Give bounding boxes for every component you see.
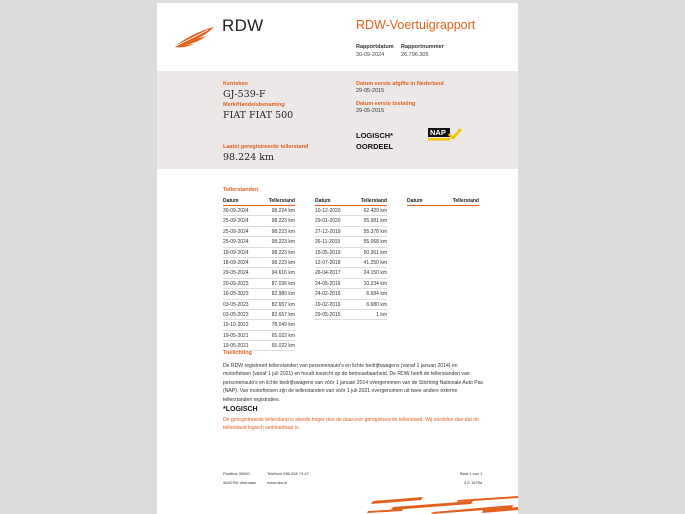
footer-telefoon: Telefoon 088 008 74 47: [267, 471, 309, 476]
row-date: 10-12-2020: [315, 208, 341, 214]
kenteken-value: GJ-539-F: [223, 89, 266, 100]
table-row: [223, 331, 295, 341]
table-row: [223, 258, 295, 268]
row-value: 6.680 km: [366, 301, 387, 308]
merk-value: FIAT FIAT 500: [223, 110, 294, 121]
rapportnummer-value: 26.796.305: [401, 52, 429, 58]
row-value: 98.223 km: [271, 218, 295, 225]
row-value: 82.980 km: [271, 291, 295, 298]
table-row: [223, 320, 295, 330]
row-value: 1 km: [376, 311, 387, 318]
tellerstanden-table-col2: [315, 198, 387, 320]
table-row: [315, 206, 387, 216]
report-page: [157, 3, 518, 514]
row-value: 62.429 km: [363, 208, 387, 214]
row-date: 19-05-2021: [223, 343, 249, 350]
row-date: 25-09-2024: [223, 239, 249, 246]
row-value: 98.223 km: [271, 249, 295, 256]
row-value: 87.036 km: [271, 280, 295, 287]
row-date: 30-09-2024: [223, 208, 249, 214]
table-row: [315, 300, 387, 310]
kenteken-label: Kenteken: [223, 81, 248, 87]
row-value: 98.223 km: [271, 259, 295, 266]
row-value: 78.049 km: [271, 322, 295, 329]
table-row: [223, 237, 295, 247]
footer-website: www.rdw.nl: [267, 480, 288, 485]
footer-postbus: Postbus 30000: [223, 471, 250, 476]
table-header: [315, 198, 387, 206]
row-value: 82.657 km: [271, 311, 295, 318]
row-value: 98.223 km: [271, 239, 295, 246]
tellerstanden-title: Tellerstanden: [223, 187, 259, 193]
row-date: 03-05-2023: [223, 311, 249, 318]
row-date: 03-05-2023: [223, 301, 249, 308]
row-date: 19-09-2024: [223, 249, 249, 256]
decorative-stripes-icon: [363, 496, 518, 514]
footer-code: 3 E 1675a: [464, 480, 483, 485]
table-row: [315, 310, 387, 320]
row-value: 50.361 km: [363, 249, 387, 256]
vehicle-info-band: [157, 71, 518, 169]
nap-checkmark-logo-icon: [428, 128, 462, 141]
row-date: 18-09-2024: [223, 259, 249, 266]
table-header: [223, 198, 295, 206]
row-date: 29-05-2015: [315, 311, 341, 318]
col-stand-header: Tellerstand: [360, 198, 387, 204]
table-row: [223, 289, 295, 299]
table-row: [223, 268, 295, 278]
table-row: [315, 279, 387, 289]
row-value: 55.981 km: [363, 218, 387, 225]
table-row: [223, 310, 295, 320]
tellerstanden-table-col3: [407, 198, 479, 206]
rapportdatum-label: Rapportdatum: [356, 44, 394, 50]
toelating-value: 29-05-2015: [356, 108, 385, 114]
logisch-text: De geregistreerde tellerstand is steeds hoger dan de daarvoor geregistreerde tellerstand. Wij oordelen dan dat de tellerstand logisch verkloarbaar is.: [223, 417, 479, 432]
rapportdatum: [356, 43, 394, 59]
col-datum-header: Datum: [315, 198, 331, 204]
row-date: 27-12-2019: [315, 228, 341, 235]
row-value: 65.022 km: [271, 332, 295, 339]
row-date: 20-09-2023: [223, 280, 249, 287]
afgifte-label: Datum eerste afgifte in Nederland: [356, 81, 444, 87]
col-datum-header: Datum: [223, 198, 239, 204]
table-row: [223, 206, 295, 216]
rapportdatum-value: 30-09-2024: [356, 52, 385, 58]
row-date: 29-05-2024: [223, 270, 249, 277]
row-date: 25-09-2024: [223, 218, 249, 225]
col-stand-header: Tellerstand: [268, 198, 295, 204]
toelichting-text: De RDW registreert tellerstanden van personenauto's en lichte bedrijfswagens (vanaf 1 januari 2014) en motorfietsen (vanaf 1 juli 2021) en houdt toezicht op de betrouwbaarheid. De RDW heeft de tellerstanden van personenauto's en lichte bedrijfswagens van vóór 1 januari 2014 overgenomen van de Stichting Nationale Auto Pas (NAP). Van motorfietsen zijn de tellerstanden van vóór 1 juli 2021 overgenomen uit twee andere externe tellerstanden registraties.: [223, 363, 484, 403]
footer-blad: Blad 1 van 1: [460, 471, 483, 476]
stand-label: Laatst geregistreerde tellerstand: [223, 144, 309, 150]
footer-plaats: 9640 RA Veendam: [223, 480, 257, 485]
report-title: RDW-Voertuigrapport: [356, 18, 476, 32]
table-row: [315, 248, 387, 258]
row-value: 41.250 km: [363, 259, 387, 266]
table-row: [315, 258, 387, 268]
brand-name: RDW: [222, 16, 264, 35]
row-date: 19-05-2021: [223, 332, 249, 339]
stand-value: 98.224 km: [223, 152, 275, 163]
table-row: [223, 300, 295, 310]
row-date: 25-09-2024: [223, 228, 249, 235]
footer-address: [223, 469, 256, 487]
table-row: [315, 237, 387, 247]
table-row: [315, 289, 387, 299]
table-row: [315, 227, 387, 237]
oordeel-line2: OORDEEL: [356, 142, 394, 151]
logisch-header: *LOGISCH: [223, 406, 258, 413]
row-date: 16-05-2023: [223, 291, 249, 298]
rapportnummer-label: Rapportnummer: [401, 44, 444, 50]
row-value: 55.068 km: [363, 239, 387, 246]
row-date: 26-04-2017: [315, 270, 341, 277]
table-row: [223, 216, 295, 226]
table-row: [315, 216, 387, 226]
table-row: [223, 248, 295, 258]
toelating-label: Datum eerste toelating: [356, 101, 416, 107]
oordeel-line1: LOGISCH*: [356, 131, 394, 140]
tellerstanden-table-col1: [223, 198, 295, 351]
merk-label: Merk/Handelsbenaming: [223, 102, 285, 108]
nap-logo-text: NAP: [430, 128, 446, 138]
row-date: 24-02-2016: [315, 291, 341, 298]
col-stand-header: Tellerstand: [452, 198, 479, 204]
row-value: 6.684 km: [366, 291, 387, 298]
table-row: [223, 279, 295, 289]
row-value: 10.234 km: [363, 280, 387, 287]
toelichting-title: Toelichting: [223, 350, 252, 356]
table-header: [407, 198, 479, 206]
row-date: 15-05-2019: [315, 249, 341, 256]
row-value: 65.022 km: [271, 343, 295, 350]
row-date: 29-01-2020: [315, 218, 341, 225]
row-value: 82.657 km: [271, 301, 295, 308]
table-row: [315, 268, 387, 278]
oordeel: [356, 130, 393, 152]
row-value: 55.378 km: [363, 228, 387, 235]
footer-contact: [267, 469, 309, 487]
rapportnummer: [401, 43, 444, 59]
row-value: 98.224 km: [271, 208, 295, 214]
table-row: [223, 227, 295, 237]
row-value: 24.150 km: [363, 270, 387, 277]
afgifte-value: 29-05-2015: [356, 88, 385, 94]
footer-page-info: [460, 469, 482, 487]
row-date: 19-02-2016: [315, 301, 341, 308]
rdw-feather-logo-icon: [172, 25, 216, 49]
row-value: 98.223 km: [271, 228, 295, 235]
row-value: 94.616 km: [271, 270, 295, 277]
col-datum-header: Datum: [407, 198, 423, 204]
row-date: 19-10-2022: [223, 322, 249, 329]
row-date: 12-07-2018: [315, 259, 341, 266]
row-date: 24-05-2016: [315, 280, 341, 287]
row-date: 26-11-2019: [315, 239, 341, 246]
